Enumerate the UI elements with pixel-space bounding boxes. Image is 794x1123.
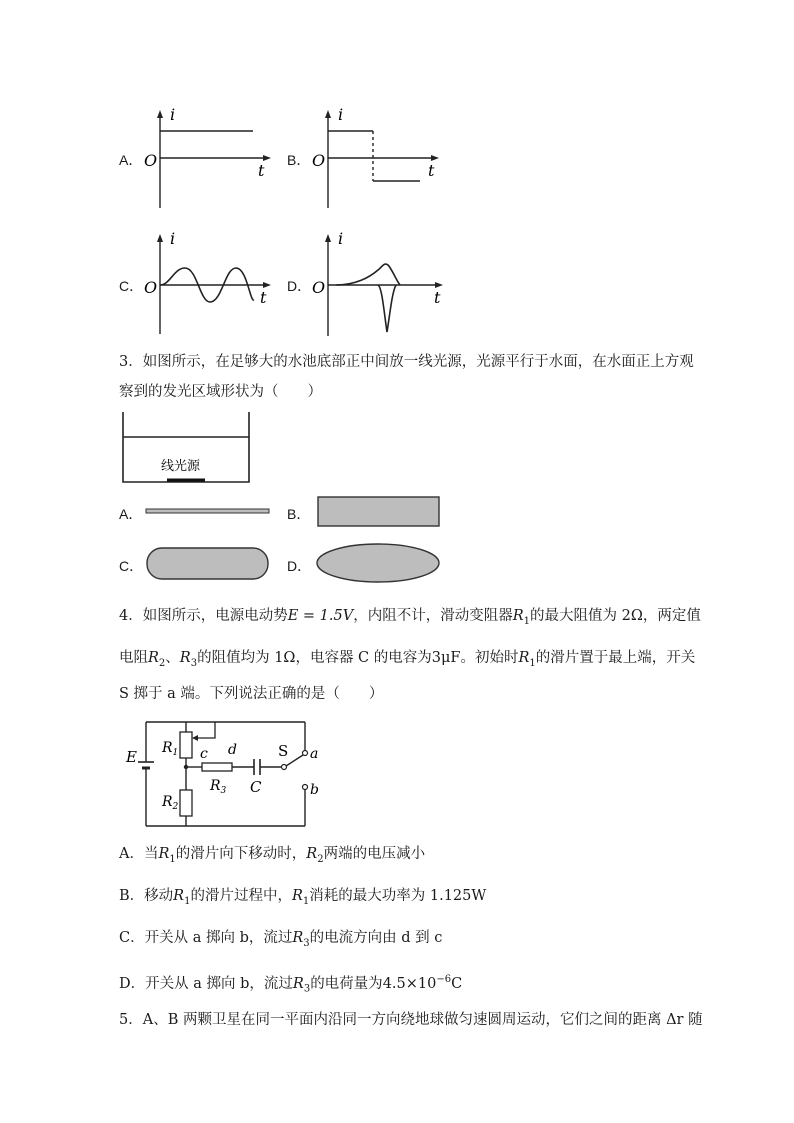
q4-circuit-diagram: [120, 714, 330, 832]
terminal-a-label: a: [310, 746, 319, 762]
d-node-label: d: [228, 742, 237, 758]
x-axis-label: t: [260, 288, 267, 307]
q2-option-d-label[interactable]: D．: [287, 278, 312, 294]
origin-label: O: [144, 151, 158, 170]
q4-option-d[interactable]: D．开关从 a 掷向 b，流过$R_3$的电荷量为$4.5\times 10^{-6}C$: [119, 974, 463, 995]
q2-graph-b: [308, 108, 443, 210]
x-axis-label: t: [428, 161, 435, 180]
terminal-b-label: b: [310, 782, 319, 798]
r1-label: $R_1$: [162, 740, 179, 758]
q3-stem-line-2: 察到的发光区域形状为（ ）: [119, 384, 322, 400]
q3-option-c-label[interactable]: C．: [119, 558, 144, 574]
y-axis-label: i: [170, 232, 176, 248]
q3-option-d-shape[interactable]: [314, 542, 442, 584]
q3-option-b-shape[interactable]: [316, 495, 442, 528]
line-source-label: 线光源: [161, 459, 201, 474]
q2-graph-a: [140, 108, 275, 210]
y-axis-label: i: [170, 108, 176, 124]
y-axis-label: i: [338, 108, 344, 124]
emf-label: E: [126, 748, 137, 766]
q3-option-a-shape[interactable]: [144, 506, 272, 516]
c-node-label: c: [200, 746, 208, 762]
origin-label: O: [144, 278, 158, 297]
q3-option-a-label[interactable]: A．: [119, 506, 143, 522]
q2-graph-d: [308, 232, 448, 338]
y-axis-label: i: [338, 232, 344, 248]
r3-label: $R_3$: [210, 778, 227, 796]
q5-stem-line-1: 5．A、B 两颗卫星在同一平面内沿同一方向绕地球做匀速圆周运动，它们之间的距离 Δr 随: [119, 1012, 703, 1028]
q3-option-d-label[interactable]: D．: [287, 558, 312, 574]
x-axis-label: t: [434, 288, 441, 307]
q3-option-b-label[interactable]: B．: [287, 506, 311, 522]
q4-option-c[interactable]: C．开关从 a 掷向 b，流过$R_3$的电流方向由 d 到 c: [119, 930, 443, 949]
q4-option-b[interactable]: B．移动$R_1$的滑片过程中，$R_1$消耗的最大功率为 1.125W: [119, 888, 487, 907]
r2-label: $R_2$: [162, 794, 179, 812]
q2-option-a-label[interactable]: A．: [119, 152, 143, 168]
capacitor-label: C: [250, 778, 262, 796]
q3-stem-line-1: 3．如图所示，在足够大的水池底部正中间放一线光源，光源平行于水面，在水面正上方观: [119, 354, 694, 370]
origin-label: O: [312, 278, 326, 297]
q2-graph-c: [140, 232, 275, 336]
switch-label: S: [278, 742, 289, 760]
q4-stem-line-3: S 掷于 a 端。下列说法正确的是（ ）: [119, 686, 384, 702]
q2-option-b-label[interactable]: B．: [287, 152, 311, 168]
q4-stem-line-2: 电阻$R_2$、$R_3$的阻值均为 1Ω，电容器 C 的电容为3μF。初始时$R_1$的滑片置于最上端，开关: [119, 650, 696, 669]
x-axis-label: t: [258, 161, 265, 180]
q4-stem-line-1: 4．如图所示，电源电动势E = 1.5V，内阻不计，滑动变阻器$R_1$的最大阻值为 2Ω，两定值: [119, 608, 701, 627]
q3-option-c-shape[interactable]: [145, 546, 271, 582]
q2-option-c-label[interactable]: C．: [119, 278, 144, 294]
origin-label: O: [312, 151, 326, 170]
q4-option-a[interactable]: A．当$R_1$的滑片向下移动时，$R_2$两端的电压减小: [119, 846, 426, 865]
q3-pool-figure: [121, 410, 251, 484]
